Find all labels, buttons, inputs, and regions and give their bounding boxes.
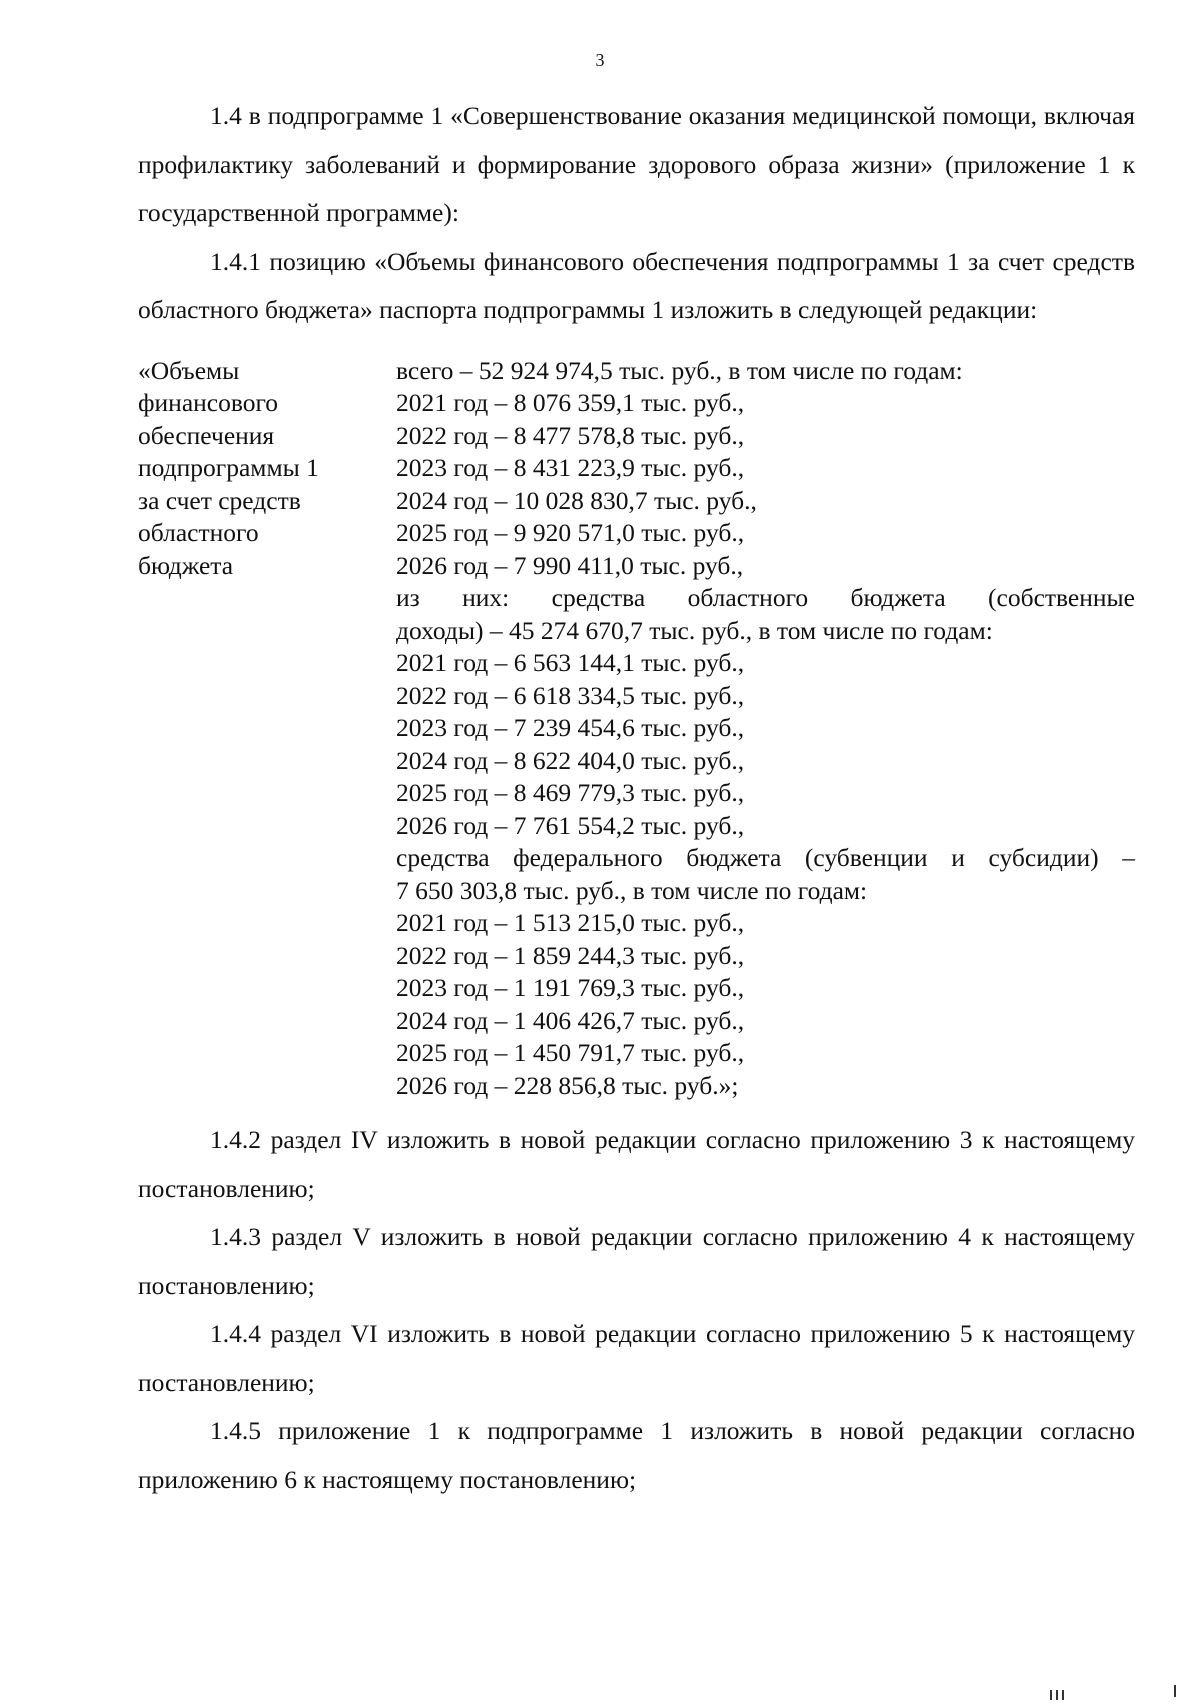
passport-label-line: подпрограммы 1 (138, 453, 319, 482)
paragraph-1-4-3: 1.4.3 раздел V изложить в новой редакции согласно приложению 4 к настоящему постановлению; (138, 1222, 1135, 1300)
passport-label-line: за счет средств (138, 485, 301, 515)
paragraph-1-4-4: 1.4.4 раздел VI изложить в новой редакции согласно приложению 5 к настоящему постановлению; (138, 1319, 1135, 1397)
total-funding-line: всего – 52 924 974,5 тыс. руб., в том числе по годам: (396, 355, 963, 385)
total-year-line: 2021 год – 8 076 359,1 тыс. руб., (396, 388, 745, 417)
scan-edge-mark (1174, 1685, 1176, 1697)
passport-values-column (396, 355, 1135, 1103)
regional-year-line: 2022 год – 6 618 334,5 тыс. руб., (396, 680, 745, 710)
federal-budget-heading-2: 7 650 303,8 тыс. руб., в том числе по годам: (396, 875, 868, 905)
scan-tick (1056, 1690, 1058, 1700)
paragraph-1-4-5: 1.4.5 приложение 1 к подпрограмме 1 изложить в новой редакции согласно приложению 6 к настоящему постановлению; (138, 1416, 1135, 1494)
regional-budget-heading-2: доходы) – 45 274 670,7 тыс. руб., в том числе по годам: (396, 615, 993, 645)
total-year-line: 2026 год – 7 990 411,0 тыс. руб., (396, 550, 744, 580)
federal-budget-heading-1: средства федерального бюджета (субвенции и субсидии) – (396, 843, 1135, 872)
total-year-line: 2022 год – 8 477 578,8 тыс. руб., (396, 420, 745, 450)
total-year-line: 2024 год – 10 028 830,7 тыс. руб., (396, 485, 757, 515)
federal-year-line: 2026 год – 228 856,8 тыс. руб.»; (396, 1070, 739, 1100)
total-year-line: 2025 год – 9 920 571,0 тыс. руб., (396, 518, 745, 547)
regional-year-line: 2026 год – 7 761 554,2 тыс. руб., (396, 810, 745, 840)
regional-year-line: 2021 год – 6 563 144,1 тыс. руб., (396, 648, 745, 677)
paragraph-1-4: 1.4 в подпрограмме 1 «Совершенствование оказания медицинской помощи, включая профилактику заболеваний и формирование здорового образа жизни» (приложение 1 к государственной программе): (138, 101, 1135, 227)
passport-label-line: бюджета (138, 550, 234, 580)
passport-label-line: обеспечения (138, 420, 275, 450)
funding-passport-table (138, 355, 1135, 1103)
regional-budget-heading-1: из них: средства областного бюджета (собственные (396, 583, 1135, 612)
scan-tick (1062, 1690, 1064, 1700)
regional-year-line: 2023 год – 7 239 454,6 тыс. руб., (396, 713, 745, 742)
passport-label-line: финансового (138, 388, 279, 417)
passport-label-column (138, 355, 396, 1103)
federal-year-line: 2023 год – 1 191 769,3 тыс. руб., (396, 973, 745, 1002)
scan-tick (1050, 1690, 1052, 1700)
page-number: 3 (595, 50, 605, 70)
regional-year-line: 2025 год – 8 469 779,3 тыс. руб., (396, 778, 745, 807)
federal-year-line: 2024 год – 1 406 426,7 тыс. руб., (396, 1005, 745, 1035)
paragraph-1-4-1: 1.4.1 позицию «Объемы финансового обеспечения подпрограммы 1 за счет средств областного бюджета» паспорта подпрограммы 1 изложить в следующей редакции: (138, 246, 1135, 324)
passport-label-line: областного (138, 518, 259, 547)
document-body (138, 92, 1135, 1504)
paragraph-1-4-2: 1.4.2 раздел IV изложить в новой редакции согласно приложению 3 к настоящему постановлению; (138, 1125, 1135, 1203)
total-year-line: 2023 год – 8 431 223,9 тыс. руб., (396, 453, 745, 482)
federal-year-line: 2021 год – 1 513 215,0 тыс. руб., (396, 908, 745, 937)
passport-label-line: «Объемы (138, 355, 240, 385)
federal-year-line: 2022 год – 1 859 244,3 тыс. руб., (396, 940, 745, 970)
federal-year-line: 2025 год – 1 450 791,7 тыс. руб., (396, 1038, 745, 1067)
scan-tick-marks (1050, 1687, 1080, 1697)
regional-year-line: 2024 год – 8 622 404,0 тыс. руб., (396, 745, 745, 775)
